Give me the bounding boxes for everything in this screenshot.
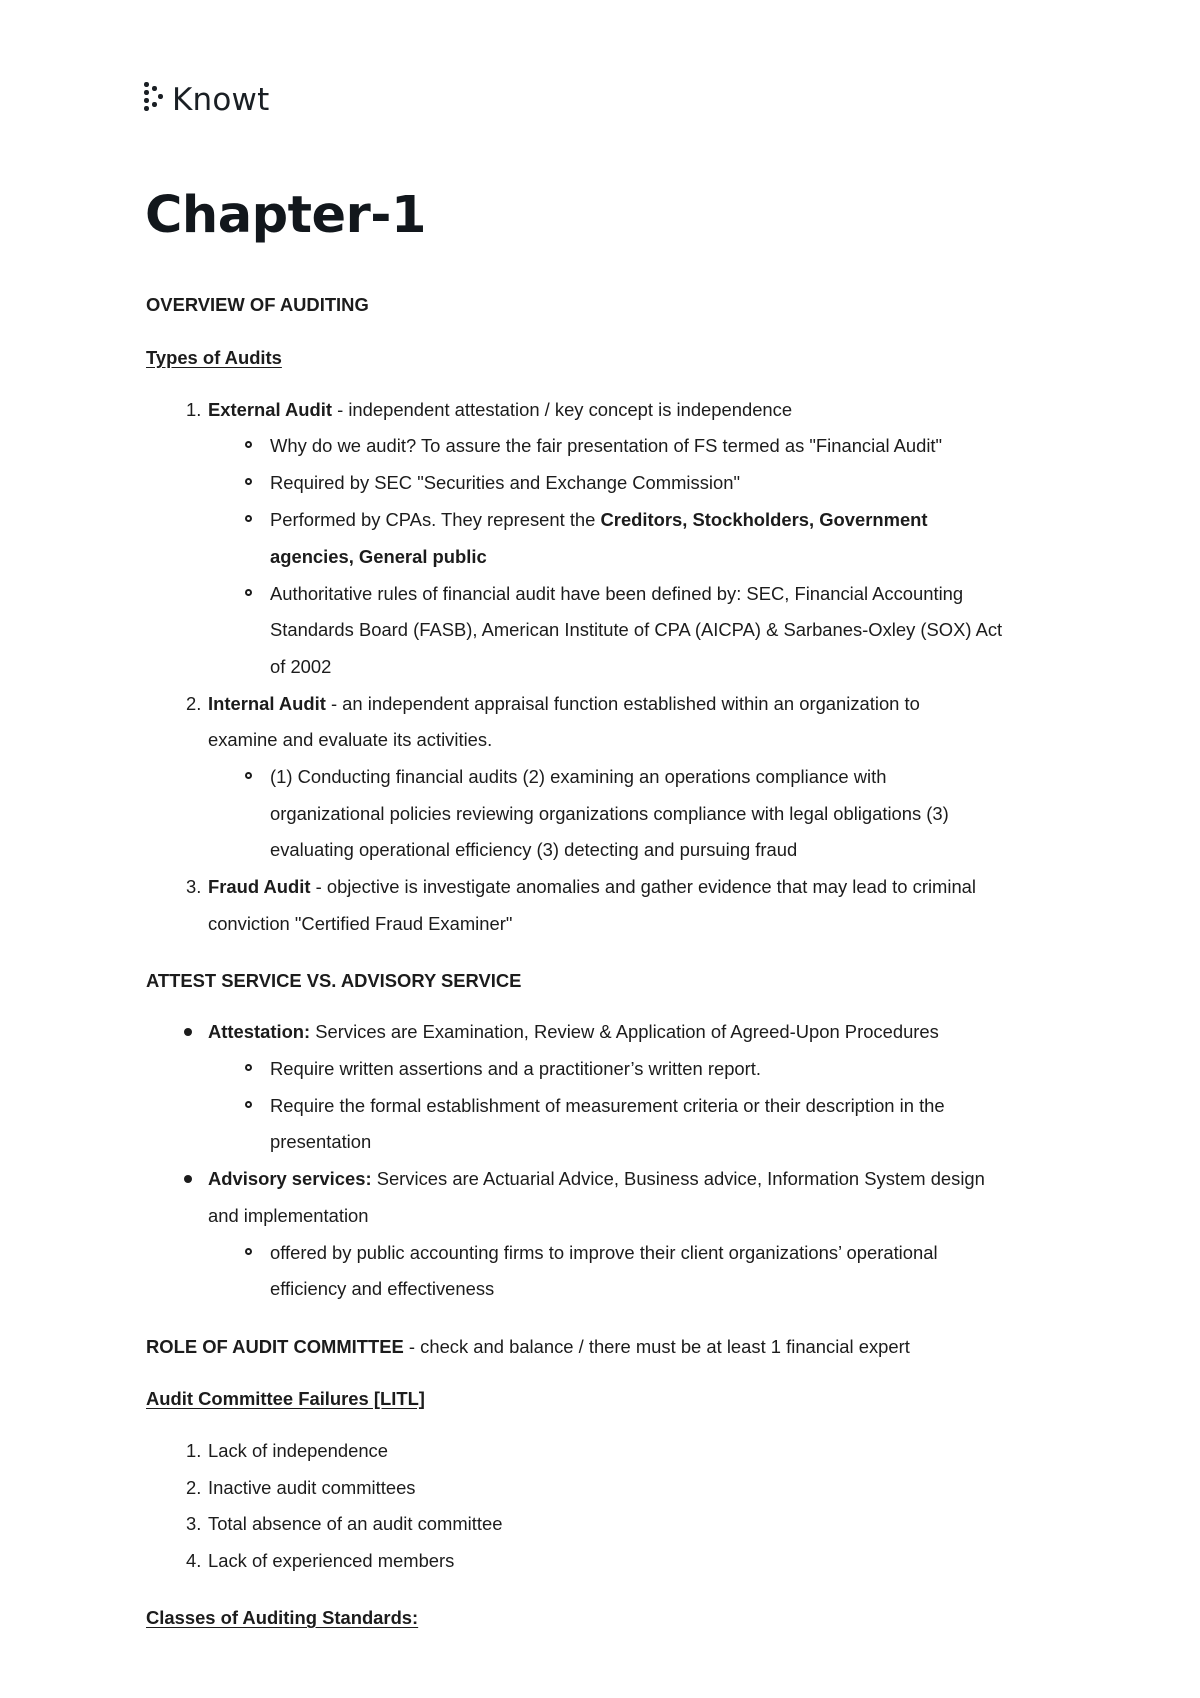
circle-bullet-icon bbox=[245, 1248, 252, 1255]
list-number: 1. bbox=[186, 399, 202, 420]
list-item-continued: conviction "Certified Fraud Examiner" bbox=[208, 913, 513, 934]
list-number: 4. bbox=[186, 1550, 202, 1571]
list-item-fraud-audit: Fraud Audit - objective is investigate anomalies and gather evidence that may lead to criminal bbox=[208, 876, 976, 897]
sub-item: (1) Conducting financial audits (2) examining an operations compliance with bbox=[270, 766, 887, 787]
circle-bullet-icon bbox=[245, 515, 252, 522]
list-number: 1. bbox=[186, 1440, 202, 1461]
list-number: 2. bbox=[186, 693, 202, 714]
page-title: Chapter-1 bbox=[145, 186, 426, 245]
subheading-committee-failures: Audit Committee Failures [LITL] bbox=[146, 1388, 425, 1409]
subheading-types-of-audits: Types of Audits bbox=[146, 347, 282, 368]
list-number: 2. bbox=[186, 1477, 202, 1498]
list-item: Lack of experienced members bbox=[208, 1550, 455, 1571]
sub-item-continued: agencies, General public bbox=[270, 546, 487, 567]
sub-item: Required by SEC "Securities and Exchange Commission" bbox=[270, 472, 740, 493]
bullet-item-advisory: Advisory services: Services are Actuarial Advice, Business advice, Information System design bbox=[208, 1168, 985, 1189]
term-external-audit: External Audit bbox=[208, 399, 332, 420]
sub-item-continued: efficiency and effectiveness bbox=[270, 1278, 495, 1299]
knowt-logo-icon bbox=[144, 82, 164, 118]
role-of-audit-committee: ROLE OF AUDIT COMMITTEE - check and balance / there must be at least 1 financial expert bbox=[146, 1336, 910, 1357]
sub-item: Performed by CPAs. They represent the Creditors, Stockholders, Government bbox=[270, 509, 928, 530]
sub-item-continued: presentation bbox=[270, 1131, 372, 1152]
circle-bullet-icon bbox=[245, 441, 252, 448]
circle-bullet-icon bbox=[245, 478, 252, 485]
circle-bullet-icon bbox=[245, 1064, 252, 1071]
term-internal-audit: Internal Audit bbox=[208, 693, 326, 714]
dot-bullet-icon bbox=[184, 1028, 192, 1036]
term-fraud-audit: Fraud Audit bbox=[208, 876, 311, 897]
bullet-item-continued: and implementation bbox=[208, 1205, 369, 1226]
sub-item-continued: Standards Board (FASB), American Institute of CPA (AICPA) & Sarbanes-Oxley (SOX) Act bbox=[270, 619, 1003, 640]
list-item-external-audit: External Audit - independent attestation / key concept is independence bbox=[208, 399, 793, 420]
sub-item-continued: organizational policies reviewing organizations compliance with legal obligations (3) bbox=[270, 803, 949, 824]
brand-name: Knowt bbox=[172, 82, 270, 118]
section-heading-overview: OVERVIEW OF AUDITING bbox=[146, 294, 369, 315]
sub-item: Authoritative rules of financial audit have been defined by: SEC, Financial Accounting bbox=[270, 583, 964, 604]
subheading-classes-of-standards: Classes of Auditing Standards: bbox=[146, 1607, 419, 1628]
circle-bullet-icon bbox=[245, 772, 252, 779]
list-item-internal-audit: Internal Audit - an independent appraisal function established within an organization to bbox=[208, 693, 920, 714]
list-item: Total absence of an audit committee bbox=[208, 1513, 503, 1534]
list-item-continued: examine and evaluate its activities. bbox=[208, 729, 493, 750]
list-number: 3. bbox=[186, 1513, 202, 1534]
list-item: Inactive audit committees bbox=[208, 1477, 416, 1498]
bullet-item-attestation: Attestation: Services are Examination, Review & Application of Agreed-Upon Procedures bbox=[208, 1021, 939, 1042]
sub-item: Why do we audit? To assure the fair presentation of FS termed as "Financial Audit" bbox=[270, 435, 943, 456]
list-item: Lack of independence bbox=[208, 1440, 388, 1461]
dot-bullet-icon bbox=[184, 1175, 192, 1183]
sub-item-continued: evaluating operational efficiency (3) detecting and pursuing fraud bbox=[270, 839, 798, 860]
sub-item: Require the formal establishment of measurement criteria or their description in the bbox=[270, 1095, 945, 1116]
circle-bullet-icon bbox=[245, 589, 252, 596]
section-heading-attest-advisory: ATTEST SERVICE VS. ADVISORY SERVICE bbox=[146, 970, 522, 991]
sub-item-continued: of 2002 bbox=[270, 656, 332, 677]
sub-item: offered by public accounting firms to improve their client organizations’ operational bbox=[270, 1242, 938, 1263]
list-number: 3. bbox=[186, 876, 202, 897]
knowt-logo bbox=[144, 82, 269, 118]
circle-bullet-icon bbox=[245, 1101, 252, 1108]
sub-item: Require written assertions and a practitioner’s written report. bbox=[270, 1058, 761, 1079]
